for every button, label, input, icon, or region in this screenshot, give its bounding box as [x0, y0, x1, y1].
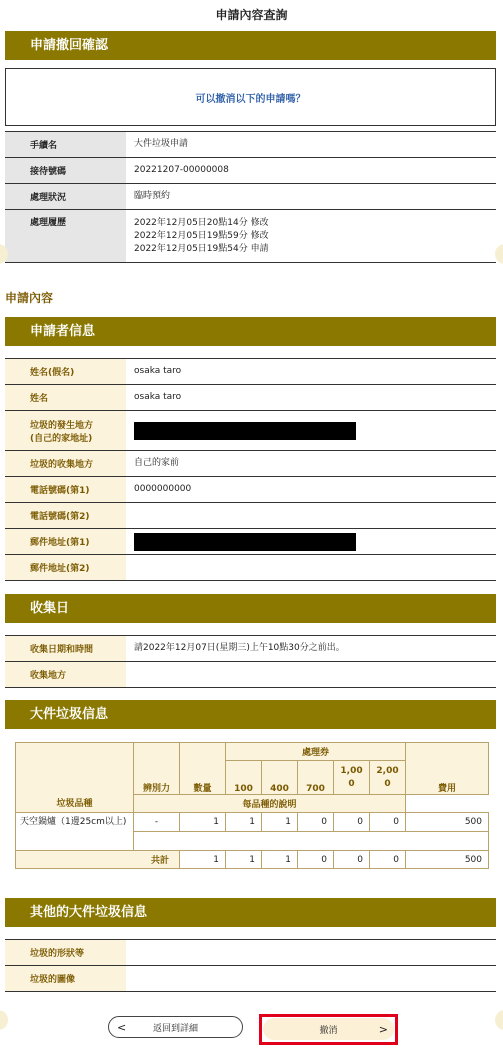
total-label: 共計 — [16, 851, 180, 869]
decor-circle — [495, 244, 503, 264]
ticket-1000: 1,00 0 — [334, 761, 370, 795]
ticket-700: 700 — [298, 761, 334, 795]
garbage-t2000: 0 — [370, 813, 406, 832]
col-item: 垃圾品種 — [16, 743, 134, 813]
applicant-band: 申請者信息 — [5, 317, 496, 346]
confirm-message: 可以撤消以下的申請嗎？ — [195, 93, 306, 105]
summary-value: 20221207-00000008 — [126, 158, 496, 184]
garbage-kind: - — [134, 813, 180, 832]
garbage-table — [15, 742, 489, 869]
garbage-item: 天空鍋爐（1邊25cm以上) — [16, 813, 134, 851]
decor-circle — [495, 1010, 503, 1030]
content-heading: 申請內容 — [5, 291, 54, 305]
redacted-block — [134, 422, 356, 440]
col-ticket: 處理券 — [226, 743, 406, 761]
ticket-2000: 2,00 0 — [370, 761, 406, 795]
collection-key: 收集地方 — [5, 662, 126, 688]
withdraw-confirm-band: 申請撤回確認 — [5, 31, 496, 60]
history-line: 2022年12月05日19點54分 申請 — [134, 243, 269, 254]
collection-table — [5, 635, 496, 688]
applicant-value: 0000000000 — [126, 477, 496, 503]
other-value — [126, 966, 496, 992]
ticket-100: 100 — [226, 761, 262, 795]
cancel-button-label: 撤消 — [319, 1025, 338, 1036]
collection-value — [126, 662, 496, 688]
col-qty: 數量 — [180, 743, 226, 795]
garbage-qty: 1 — [180, 813, 226, 832]
total-t2000: 0 — [370, 851, 406, 869]
summary-key: 接待號碼 — [5, 158, 126, 184]
applicant-key-line: (自己的家地址) — [30, 433, 93, 444]
applicant-value — [126, 555, 496, 581]
chevron-right-icon: > — [378, 1022, 388, 1036]
ticket-400: 400 — [262, 761, 298, 795]
total-t400: 1 — [262, 851, 298, 869]
applicant-key: 垃圾的收集地方 — [5, 451, 126, 477]
applicant-value — [126, 503, 496, 529]
history-lines — [126, 210, 496, 263]
other-band: 其他的大件垃圾信息 — [5, 898, 496, 927]
garbage-t1000: 0 — [334, 813, 370, 832]
summary-table — [5, 131, 496, 263]
other-table — [5, 939, 496, 992]
applicant-key: 姓名(假名) — [5, 359, 126, 385]
summary-value: 大件垃圾申請 — [126, 132, 496, 158]
back-button-label: 返回到詳細 — [152, 1023, 198, 1034]
collection-key: 收集日期和時間 — [5, 636, 126, 662]
applicant-value: osaka taro — [126, 359, 496, 385]
total-qty: 1 — [180, 851, 226, 869]
applicant-key: 電話號碼(第1) — [5, 477, 126, 503]
confirm-message-box — [5, 68, 496, 126]
garbage-t400: 1 — [262, 813, 298, 832]
highlight-box — [259, 1014, 398, 1045]
page-title: 申請內容查詢 — [215, 8, 288, 22]
other-value — [126, 940, 496, 966]
garbage-t100: 1 — [226, 813, 262, 832]
history-line: 2022年12月05日20點14分 修改 — [134, 217, 269, 228]
collection-value: 請2022年12月07日(星期三)上午10點30分之前出。 — [126, 636, 496, 662]
applicant-key — [5, 411, 126, 451]
total-t700: 0 — [298, 851, 334, 869]
applicant-table — [5, 358, 496, 581]
summary-key: 手續名 — [5, 132, 126, 158]
other-key: 垃圾的形狀等 — [5, 940, 126, 966]
applicant-key: 電話號碼(第2) — [5, 503, 126, 529]
applicant-key: 姓名 — [5, 385, 126, 411]
history-line: 2022年12月05日19點59分 修改 — [134, 230, 269, 241]
chevron-left-icon: < — [117, 1020, 127, 1034]
garbage-band: 大件垃圾信息 — [5, 700, 496, 729]
redacted-block — [134, 533, 356, 551]
col-fee: 費用 — [406, 743, 489, 795]
garbage-fee: 500 — [406, 813, 489, 832]
applicant-value — [126, 411, 496, 451]
other-key: 垃圾的圖像 — [5, 966, 126, 992]
applicant-key: 郵件地址(第2) — [5, 555, 126, 581]
garbage-desc — [134, 832, 489, 851]
garbage-t700: 0 — [298, 813, 334, 832]
summary-key: 處理履歷 — [5, 210, 126, 263]
col-kind: 辨別力 — [134, 743, 180, 795]
applicant-value: 自己的家前 — [126, 451, 496, 477]
total-t1000: 0 — [334, 851, 370, 869]
applicant-key: 郵件地址(第1) — [5, 529, 126, 555]
applicant-value: osaka taro — [126, 385, 496, 411]
decor-circle — [0, 1010, 8, 1030]
back-to-detail-button[interactable] — [108, 1016, 243, 1038]
total-t100: 1 — [226, 851, 262, 869]
applicant-key-line: 垃圾的發生地方 — [30, 420, 94, 431]
total-fee: 500 — [406, 851, 489, 869]
applicant-value — [126, 529, 496, 555]
collection-band: 收集日 — [5, 594, 496, 623]
summary-value: 臨時預約 — [126, 184, 496, 210]
summary-key: 處理狀況 — [5, 184, 126, 210]
col-desc: 每品種的說明 — [134, 795, 406, 813]
